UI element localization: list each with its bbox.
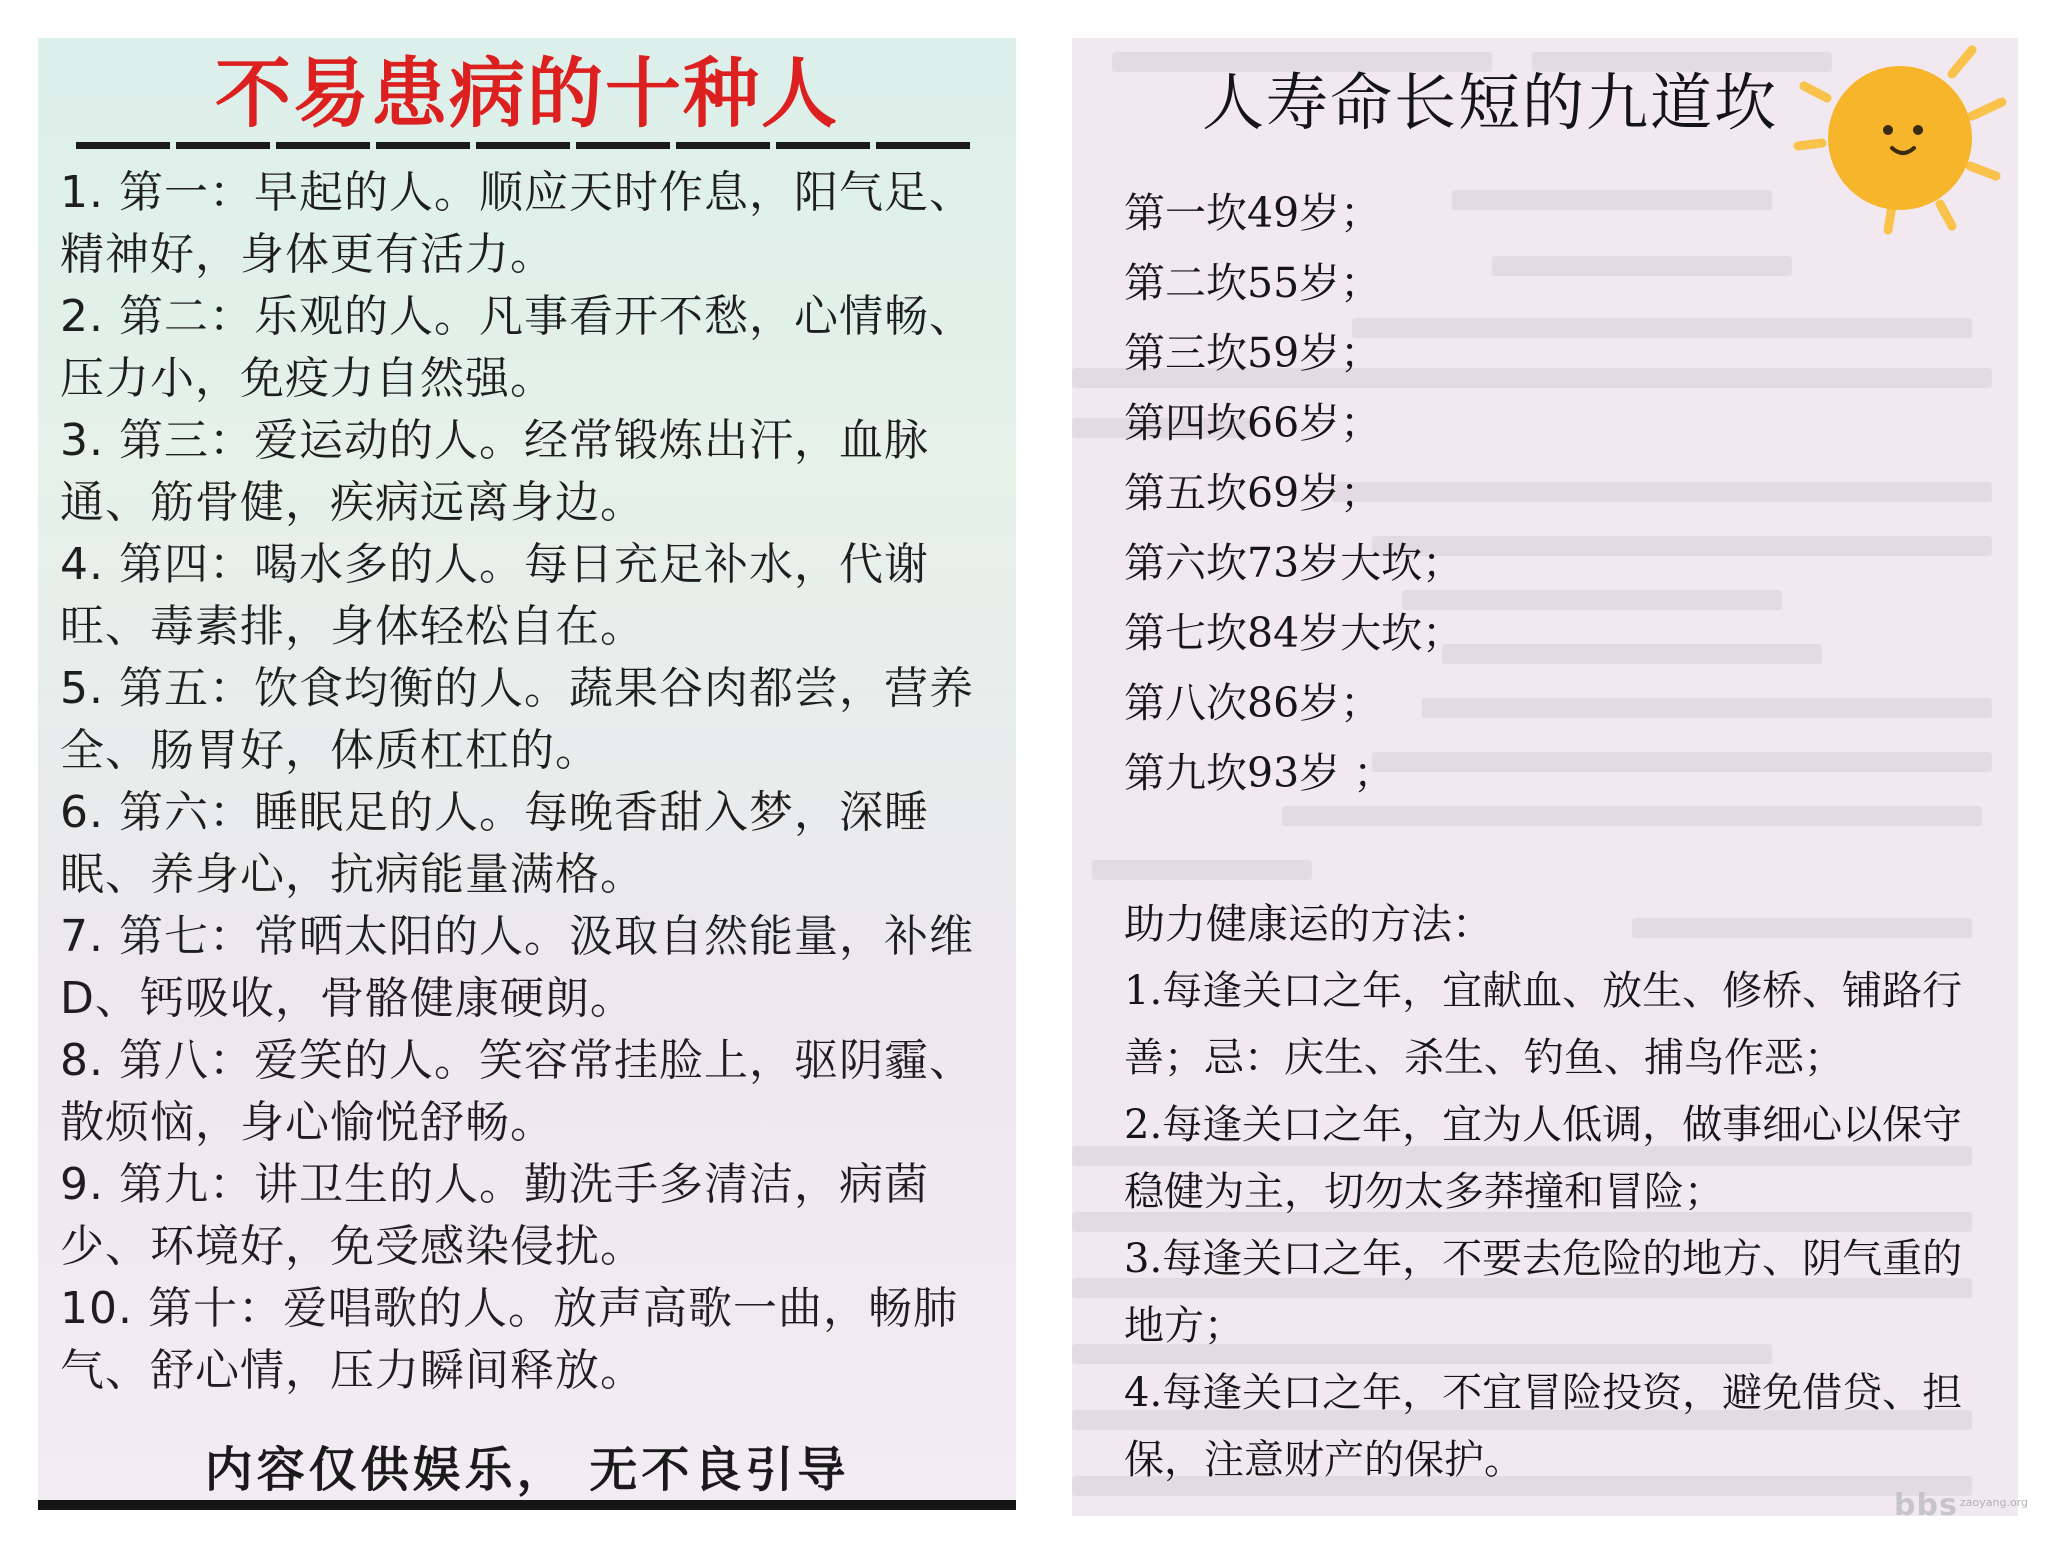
- list-item: 第一坎49岁；: [1124, 189, 1382, 237]
- bottom-divider: [38, 1500, 1016, 1510]
- list-item: 10. 第十：爱唱歌的人。放声高歌一曲，畅肺气、舒心情，压力瞬间释放。: [60, 1283, 958, 1396]
- left-title: 不易患病的十种人: [215, 49, 839, 138]
- list-item: 第七坎84岁大坎；: [1124, 609, 1464, 657]
- list-item: 第六坎73岁大坎；: [1124, 539, 1464, 587]
- list-item: 第四坎66岁；: [1124, 399, 1382, 447]
- list-item: 第九坎93岁 ；: [1124, 749, 1395, 797]
- method-heading: 助力健康运的方法：: [1124, 900, 1493, 948]
- title-divider: [76, 142, 976, 149]
- list-item: 3. 第三：爱运动的人。经常锻炼出汗，血脉通、筋骨健，疾病远离身边。: [60, 415, 929, 528]
- background-text-line: [1282, 806, 1982, 826]
- list-item: 9. 第九：讲卫生的人。勤洗手多清洁，病菌少、环境好，免受感染侵扰。: [60, 1159, 929, 1272]
- list-item: 5. 第五：饮食均衡的人。蔬果谷肉都尝，营养全、肠胃好，体质杠杠的。: [60, 663, 974, 776]
- left-article-panel: [38, 38, 1016, 1500]
- right-item-list: [1124, 178, 1944, 808]
- method-list: [1124, 958, 1964, 1494]
- list-item: 6. 第六：睡眠足的人。每晚香甜入梦，深睡眠、养身心，抗病能量满格。: [60, 787, 929, 900]
- right-title: 人寿命长短的九道坎: [1202, 66, 1779, 139]
- list-item: 4. 第四：喝水多的人。每日充足补水，代谢旺、毒素排，身体轻松自在。: [60, 539, 929, 652]
- background-text-line: [1092, 860, 1312, 880]
- list-item: 7. 第七：常晒太阳的人。汲取自然能量，补维 D、钙吸收，骨骼健康硬朗。: [60, 911, 974, 1024]
- site-watermark: bbs: [1894, 1488, 1958, 1523]
- list-item: 第二坎55岁；: [1124, 259, 1382, 307]
- list-item: 4.每逢关口之年，不宜冒险投资，避免借贷、担保，注意财产的保护。: [1124, 1370, 1963, 1483]
- list-item: 2. 第二：乐观的人。凡事看开不愁，心情畅、压力小，免疫力自然强。: [60, 291, 974, 404]
- list-item: 3.每逢关口之年，不要去危险的地方、阴气重的地方；: [1124, 1236, 1963, 1349]
- left-item-list: [60, 162, 1000, 1402]
- list-item: 2.每逢关口之年，宜为人低调，做事细心以保守稳健为主，切勿太多莽撞和冒险；: [1124, 1102, 1963, 1215]
- list-item: 8. 第八：爱笑的人。笑容常挂脸上，驱阴霾、散烦恼，身心愉悦舒畅。: [60, 1035, 974, 1148]
- list-item: 1. 第一：早起的人。顺应天时作息，阳气足、精神好，身体更有活力。: [60, 167, 974, 280]
- list-item: 第五坎69岁；: [1124, 469, 1382, 517]
- list-item: 1.每逢关口之年，宜献血、放生、修桥、铺路行善；忌：庆生、杀生、钓鱼、捕鸟作恶；: [1124, 968, 1963, 1081]
- site-watermark-domain: zaoyang.org: [1960, 1496, 2028, 1509]
- background-text-line: [1632, 918, 1972, 938]
- list-item: 第三坎59岁；: [1124, 329, 1382, 377]
- disclaimer-footer: 内容仅供娱乐， 无不良引导: [204, 1442, 850, 1498]
- right-article-panel: [1072, 38, 2018, 1516]
- list-item: 第八次86岁；: [1124, 679, 1382, 727]
